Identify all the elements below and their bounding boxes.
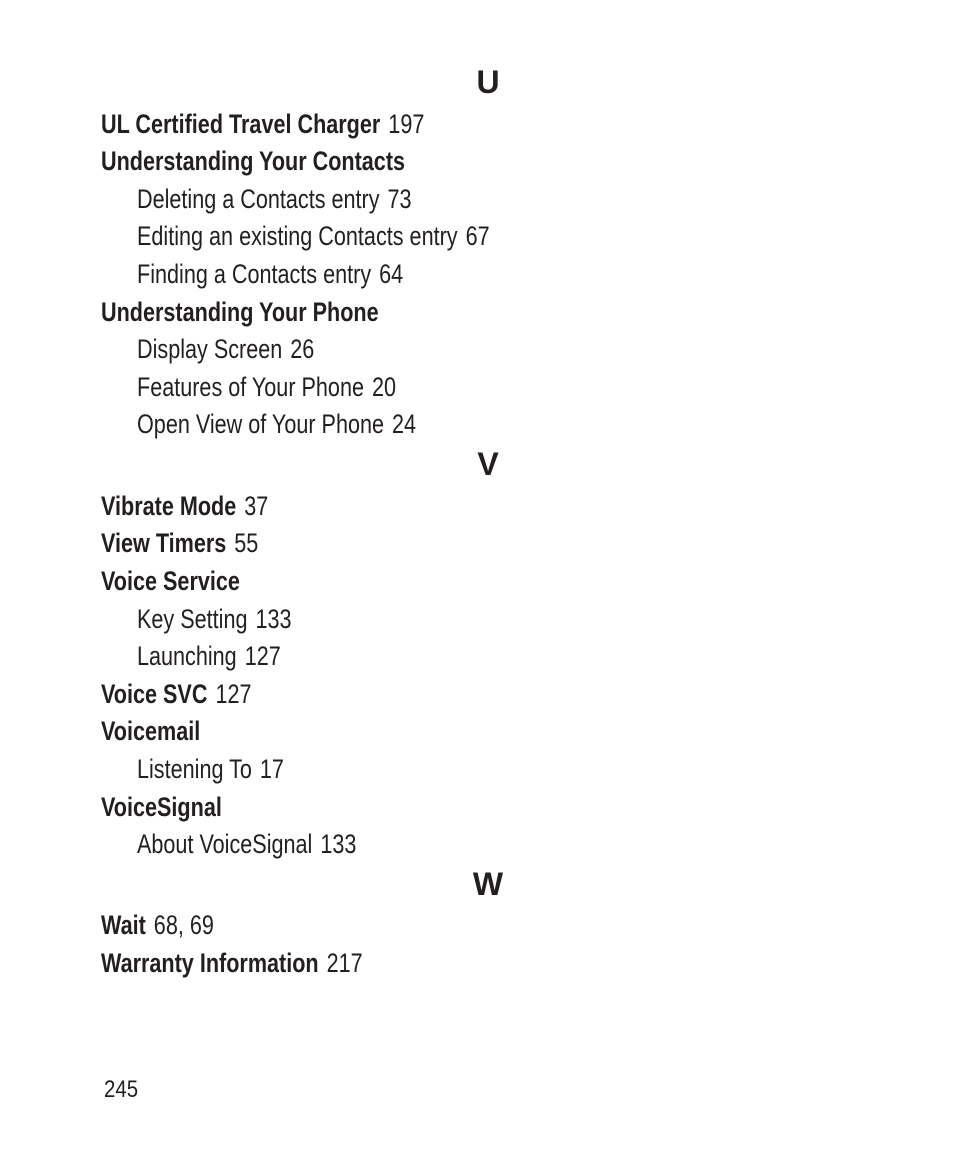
entry-pages: 37 (244, 491, 269, 521)
entry-pages: 26 (290, 334, 315, 364)
entry-term: Launching (137, 641, 237, 671)
entry-pages: 17 (259, 754, 284, 784)
entry-term: Understanding Your Phone (101, 297, 379, 327)
entry-term: Wait (101, 910, 146, 940)
index-entry (101, 906, 214, 944)
index-subentry (137, 255, 403, 293)
section-letter-w: W (472, 866, 504, 902)
entry-term: Deleting a Contacts entry (137, 184, 380, 214)
entry-term: Warranty Information (101, 948, 319, 978)
index-subentry (137, 600, 292, 638)
entry-term: Features of Your Phone (137, 372, 364, 402)
entry-pages: 133 (320, 829, 357, 859)
entry-pages: 133 (255, 604, 292, 634)
index-subentry (137, 180, 412, 218)
index-entry (101, 487, 268, 525)
index-entry (101, 788, 222, 826)
entry-pages: 55 (234, 528, 259, 558)
index-subentry (137, 637, 281, 675)
entry-pages: 127 (215, 679, 252, 709)
entry-pages: 127 (244, 641, 281, 671)
index-entry (101, 562, 240, 600)
index-subentry (137, 825, 356, 863)
entry-pages: 67 (465, 221, 490, 251)
index-entry (101, 142, 405, 180)
entry-term: About VoiceSignal (137, 829, 313, 859)
index-entry (101, 712, 200, 750)
index-entry (101, 944, 363, 982)
entry-term: Key Setting (137, 604, 248, 634)
index-subentry (137, 750, 284, 788)
entry-term: View Timers (101, 528, 227, 558)
section-letter-v: V (477, 446, 499, 482)
index-subentry (137, 405, 416, 443)
entry-term: UL Certified Travel Charger (101, 109, 381, 139)
entry-term: Vibrate Mode (101, 491, 237, 521)
entry-pages: 24 (392, 409, 417, 439)
entry-pages: 73 (387, 184, 412, 214)
index-subentry (137, 217, 490, 255)
section-letter-u: U (476, 64, 500, 100)
index-entry (101, 105, 424, 143)
index-subentry (137, 330, 314, 368)
entry-term: Listening To (137, 754, 252, 784)
entry-pages: 64 (379, 259, 404, 289)
entry-term: Editing an existing Contacts entry (137, 221, 458, 251)
entry-term: Display Screen (137, 334, 283, 364)
entry-term: Voicemail (101, 716, 201, 746)
entry-term: VoiceSignal (101, 792, 222, 822)
entry-term: Voice Service (101, 566, 240, 596)
entry-term: Voice SVC (101, 679, 208, 709)
page-number: 245 (104, 1076, 139, 1103)
index-entry (101, 293, 379, 331)
entry-term: Understanding Your Contacts (101, 146, 406, 176)
index-subentry (137, 368, 396, 406)
entry-pages: 20 (371, 372, 397, 402)
index-entry (101, 524, 258, 562)
entry-term: Finding a Contacts entry (137, 259, 372, 289)
entry-pages: 217 (326, 948, 363, 978)
index-entry (101, 675, 252, 713)
entry-pages: 197 (388, 109, 425, 139)
entry-term: Open View of Your Phone (137, 409, 384, 439)
entry-pages: 68, 69 (153, 910, 214, 940)
